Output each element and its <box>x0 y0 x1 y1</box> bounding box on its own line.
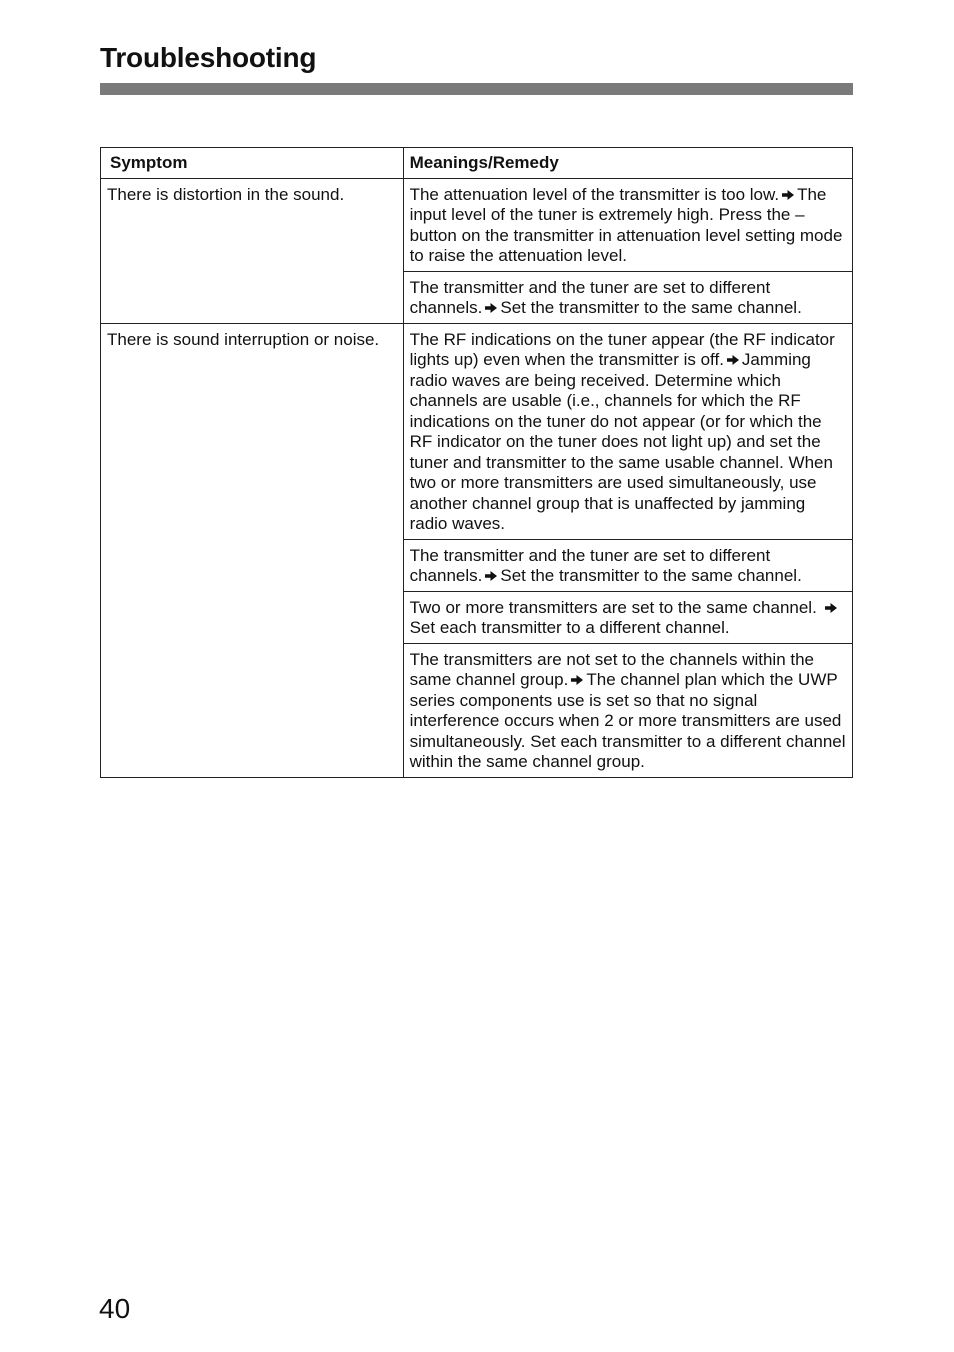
right-arrow-icon <box>484 302 498 314</box>
symptom-column-header: Symptom <box>101 148 404 179</box>
title-rule <box>100 83 853 95</box>
right-arrow-icon <box>570 674 584 686</box>
remedy-cell <box>403 591 852 643</box>
right-arrow-icon <box>726 354 740 366</box>
remedy-action: The input level of the tuner is extremely high. Press the – button on the transmitter in attenuation level setting mode to raise the attenuation level. <box>409 184 843 265</box>
table-header-row <box>101 148 853 179</box>
remedy-cause: Two or more transmitters are set to the same channel. <box>409 597 817 617</box>
remedy-cell <box>403 323 852 539</box>
remedy-cell <box>403 643 852 777</box>
remedy-column-header: Meanings/Remedy <box>403 148 852 179</box>
page-title: Troubleshooting <box>100 42 317 73</box>
remedy-cause: The transmitters are not set to the channels within the same channel group. <box>409 649 815 689</box>
symptom-text: There is distortion in the sound. <box>107 184 345 204</box>
table-row <box>101 323 853 539</box>
symptom-text: There is sound interruption or noise. <box>107 329 380 349</box>
remedy-cause: The transmitter and the tuner are set to different channels. <box>409 277 771 317</box>
remedy-action: The channel plan which the UWP series components use is set so that no signal interference occurs when 2 or more transmitters are used simultaneously. Set each transmitter to a different channel within the same channel group. <box>409 670 846 771</box>
remedy-action: Set each transmitter to a different channel. <box>409 618 730 637</box>
remedy-cause: The attenuation level of the transmitter is too low. <box>409 184 780 204</box>
remedy-cause: The RF indications on the tuner appear (the RF indicator lights up) even when the transmitter is off. <box>409 329 835 369</box>
right-arrow-icon <box>824 602 838 614</box>
remedy-cause: The transmitter and the tuner are set to different channels. <box>409 545 771 585</box>
table-row <box>101 178 853 271</box>
right-arrow-icon <box>484 570 498 582</box>
right-arrow-icon <box>781 189 795 201</box>
remedy-action: Jamming radio waves are being received. Determine which channels are usable (i.e., channels for which the RF indications on the tuner do not appear (or for which the RF indicator on the tuner does not light up) and set the tuner and transmitter to the same usable channel. When two or more transmitters are used simultaneously, use another channel group that is unaffected by jamming radio waves. <box>409 350 833 533</box>
symptom-cell <box>101 323 404 777</box>
remedy-action: Set the transmitter to the same channel. <box>500 566 802 585</box>
remedy-cell <box>403 178 852 271</box>
remedy-cell <box>403 271 852 323</box>
remedy-action: Set the transmitter to the same channel. <box>500 298 802 317</box>
page-number: 40 <box>99 1293 131 1324</box>
troubleshooting-table <box>100 147 853 778</box>
symptom-cell <box>101 178 404 323</box>
remedy-cell <box>403 539 852 591</box>
